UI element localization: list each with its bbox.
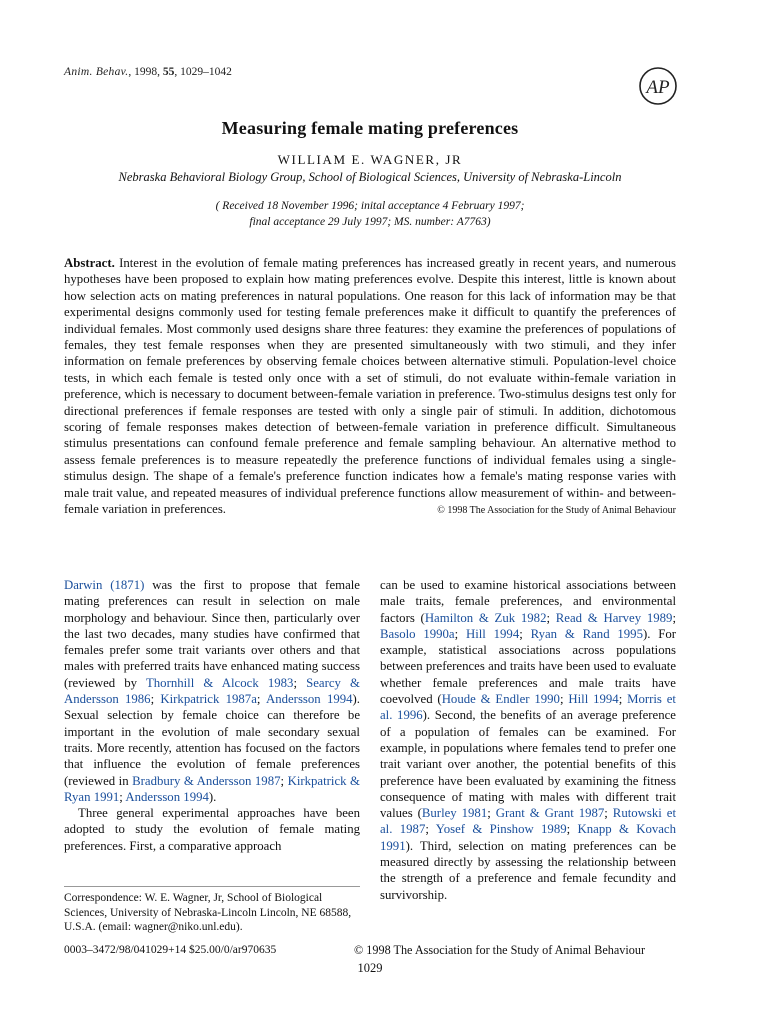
citation-link[interactable]: Kirkpatrick & Ryan 1991 [64,773,361,804]
body-text: ; [425,822,436,837]
publisher-logo-text: AP [646,77,670,98]
journal-pages: 1029–1042 [180,66,232,78]
journal-citation: Anim. Behav., 1998, 55, 1029–1042 [64,66,232,78]
author-affiliation: Nebraska Behavioral Biology Group, School of Biological Sciences, University of Nebraska-Lincoln [118,170,622,184]
footnote-divider [64,886,360,887]
body-text: ; [256,692,266,707]
body-text: ; [487,806,496,821]
citation-link[interactable]: Darwin (1871) [64,578,145,592]
body-text: ; [559,692,569,707]
body-text: ). For example, statistical associations across populations between preferences and traits have been used to evaluate whether female preferences and male traits have coevolved ( [380,626,676,707]
body-text: ). Second, the benefits of an average preference of a population of females can be examined. For example, in populations where females tend to prefer one trait variant over another, the potential benefits of this preference have been evaluated by examining the fitness consequence of mating with males with different trait values ( [380,708,676,821]
citation-link[interactable]: Andersson 1994 [125,789,209,804]
received-line-2: final acceptance 29 July 1997; MS. number: A7763) [249,216,491,228]
citation-link[interactable]: Hamilton & Zuk 1982 [424,610,547,625]
publisher-logo-icon [638,66,678,106]
body-text: ). [208,789,217,804]
body-text: ; [566,822,578,837]
citation-link[interactable]: Bradbury & Andersson 1987 [132,773,281,788]
body-text: ; [150,692,161,707]
journal-name: Anim. Behav. [64,66,129,78]
paragraph-comparative [380,578,676,902]
abstract [64,255,676,520]
paragraph-intro [64,578,360,804]
author-name: WILLIAM E. WAGNER, JR [277,152,463,167]
citation-link[interactable]: Kirkpatrick 1987a [160,692,257,707]
footer-copyright: © 1998 The Association for the Study of Animal Behaviour [354,943,646,957]
body-text: ; [280,773,288,788]
correspondence-footnote [64,891,364,935]
received-dates [0,198,740,230]
citation-link[interactable]: Ryan & Rand 1995 [530,626,643,641]
body-text: ; [672,610,676,625]
abstract-label: Abstract. [64,256,115,270]
citation-link[interactable]: Knapp & Kovach 1991 [380,822,677,853]
citation-link[interactable]: Hill 1994 [465,626,520,641]
body-text: ). Third, selection on mating preferences can be measured directly by assessing the relationship between the strength of a preference and female fecundity and survivorship. [380,838,676,902]
body-text: ). Sexual selection by female choice can therefore be important in the evolution of male secondary sexual traits. More recently, attention has focused on the factors that influence the evolution of female preferences (reviewed in [64,692,361,788]
body-text: ; [618,692,628,707]
article-code: 0003–3472/98/041029+14 $25.00/0/ar970635 [64,944,277,956]
journal-year: 1998 [134,66,158,78]
citation-link[interactable]: Houde & Endler 1990 [441,692,560,707]
citation-link[interactable]: Rutowski et al. 1987 [380,806,676,837]
citation-link[interactable]: Hill 1994 [568,692,619,707]
body-text: ; [546,610,556,625]
body-text: ; [293,675,307,690]
citation-link[interactable]: Grant & Grant 1987 [495,806,605,821]
body-column-right [380,577,676,903]
citation-link[interactable]: Yosef & Pinshow 1989 [435,822,567,837]
received-line-1: ( Received 18 November 1996; inital acceptance 4 February 1997; [215,200,525,212]
body-text: was the first to propose that female mating preferences can result in selection on male morphology and behaviour. Since then, particularly over the last two decades, many studies have confirmed that females prefer some trait variants over others and that males with preferred traits have enhanced mating success (reviewed by [64,578,360,690]
body-text: ; [119,789,126,804]
citation-link[interactable]: Searcy & Andersson 1986 [64,675,360,707]
citation-link[interactable]: Thornhill & Alcock 1983 [145,675,294,690]
paragraph-approaches: Three general experimental approaches have been adopted to study the evolution of female mating preferences. First, a comparative approach [64,806,360,853]
journal-volume: 55 [162,66,175,78]
citation-link[interactable]: Read & Harvey 1989 [555,610,673,625]
abstract-text: Interest in the evolution of female mating preferences has increased greatly in recent years, and numerous hypotheses have been proposed to explain how mating preferences evolve. Despite this interest, little is known about how selection acts on mating preferences in natural populations. One reason for this lack of information may be that experimental designs commonly used for testing female preferences make it difficult to quantify the preferences of individual females. Most commonly used designs share three features: they examine the preferences of populations of females, they test female responses when they are presented simultaneously with two stimuli, and they infer information on female preferences by observing female choices between alternative stimuli. Population-level choice tests, in which each female is tested only once with a set of stimuli, do not evaluate within-female variation in preference, which is necessary to document between-female variation in preference. Two-stimulus designs test only for directional preferences if female responses are tested with only a single pair of stimuli. In addition, dichotomous scoring of female responses makes detection of between-female variation in preference difficult. Simultaneous stimulus presentations can confound female preference and female sampling behaviour. An alternative method to assess female preferences is to measure repeatedly the preference functions of individual females using a single-stimulus design. The shape of a female's preference function indicates how a female's mating response varies with male trait value, and repeated measures of individual preference functions allow measurement of within- and between-female variation in preferences. [64,256,676,517]
body-text: can be used to examine historical associations between male traits, female preferences, and environmental factors ( [380,578,676,625]
citation-link[interactable]: Basolo 1990a [380,626,455,641]
body-text: ; [519,626,531,641]
body-text: ; [604,806,613,821]
body-column-left [64,577,360,854]
body-text: ; [454,626,466,641]
correspondence-text: Correspondence: W. E. Wagner, Jr, School of Biological Sciences, University of Nebraska-Lincoln Lincoln, NE 68588, U.S.A. (email: wagner@niko.unl.edu). [64,892,352,933]
citation-link[interactable]: Morris et al. 1996 [380,692,676,723]
citation-link[interactable]: Andersson 1994 [265,692,353,707]
article-title: Measuring female mating preferences [221,118,519,138]
page-number: 1029 [357,961,383,975]
abstract-copyright: © 1998 The Association for the Study of Animal Behaviour [437,505,676,517]
citation-link[interactable]: Burley 1981 [421,806,488,821]
